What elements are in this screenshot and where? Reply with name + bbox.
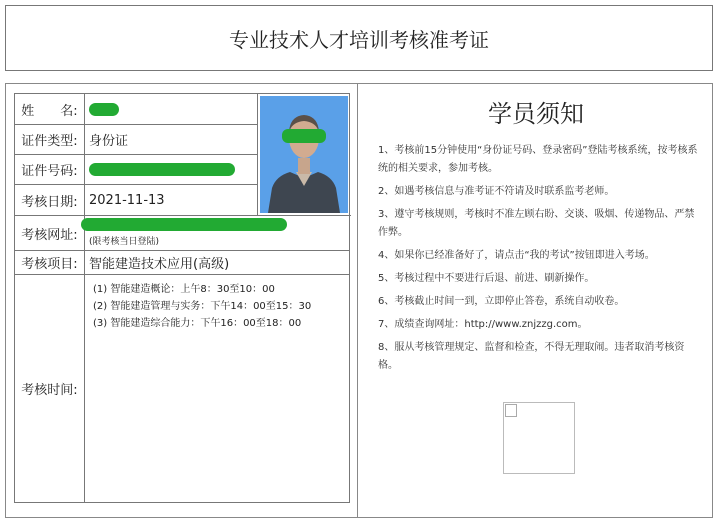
- url-label: 考核网址:: [15, 216, 85, 250]
- exam-time-label: 考核时间:: [15, 275, 85, 502]
- notice-item: 1、考核前15分钟使用“身份证号码、登录密码”登陆考核系统，按考核系统的相关要求，参加考核。: [378, 145, 698, 174]
- notice-title: 学员须知: [488, 100, 584, 128]
- url-note: (限考核当日登陆): [89, 237, 160, 247]
- notice-list: [378, 142, 698, 380]
- id-type-value: 身份证: [89, 134, 129, 149]
- project-value: 智能建造技术应用(高级): [89, 257, 230, 272]
- id-number-value: [89, 155, 235, 184]
- admission-ticket: [5, 83, 713, 518]
- notice-item: 4、如果你已经准备好了，请点击“我的考试”按钮即进入考场。: [378, 250, 655, 261]
- session-item: (3) 智能建造综合能力：下午16：00至18：00: [93, 318, 302, 329]
- session-list: [93, 281, 311, 332]
- notice-item: 7、成绩查询网址：http://www.znjzzg.com。: [378, 319, 588, 330]
- notice-item: 5、考核过程中不要进行后退、前进、刷新操作。: [378, 273, 595, 284]
- photo-cell: [257, 94, 351, 216]
- project-label: 考核项目:: [15, 251, 85, 274]
- row-id-type: [15, 125, 257, 155]
- row-url: [15, 216, 349, 251]
- row-project: [15, 251, 349, 275]
- row-name: [15, 94, 257, 125]
- column-divider: [357, 84, 358, 517]
- id-type-label: 证件类型:: [15, 125, 85, 154]
- candidate-photo: [260, 96, 348, 213]
- notice-item: 8、服从考核管理规定、监督和检查，不得无理取闹。违者取消考核资格。: [378, 342, 685, 371]
- row-exam-date: [15, 185, 257, 216]
- page-title: 专业技术人才培训考核准考证: [5, 5, 713, 71]
- url-redaction: [81, 218, 287, 231]
- notice-item: 3、遵守考核规则，考核时不准左顾右盼、交谈、吸烟、传递物品、严禁作弊。: [378, 209, 695, 238]
- name-label: 姓 名:: [15, 94, 85, 124]
- qr-code-image: [503, 402, 575, 474]
- notice-item: 6、考核截止时间一到，立即停止答卷，系统自动收卷。: [378, 296, 625, 307]
- notice-item: 2、如遇考核信息与准考证不符请及时联系监考老师。: [378, 186, 615, 197]
- session-item: (2) 智能建造管理与实务：下午14：00至15：30: [93, 301, 312, 312]
- person-silhouette-icon: [260, 96, 348, 213]
- candidate-info-table: [14, 93, 350, 503]
- name-redaction: [89, 103, 119, 116]
- url-redaction-wrap: [81, 218, 287, 231]
- name-value: [89, 94, 119, 124]
- id-number-label: 证件号码:: [15, 155, 85, 184]
- row-id-number: [15, 155, 257, 185]
- row-exam-time: [15, 275, 349, 502]
- exam-date-label: 考核日期:: [15, 185, 85, 215]
- exam-date-value: 2021-11-13: [89, 192, 165, 208]
- id-number-redaction: [89, 163, 235, 176]
- broken-image-icon: [505, 404, 517, 417]
- session-item: (1) 智能建造概论：上午8：30至10：00: [93, 284, 275, 295]
